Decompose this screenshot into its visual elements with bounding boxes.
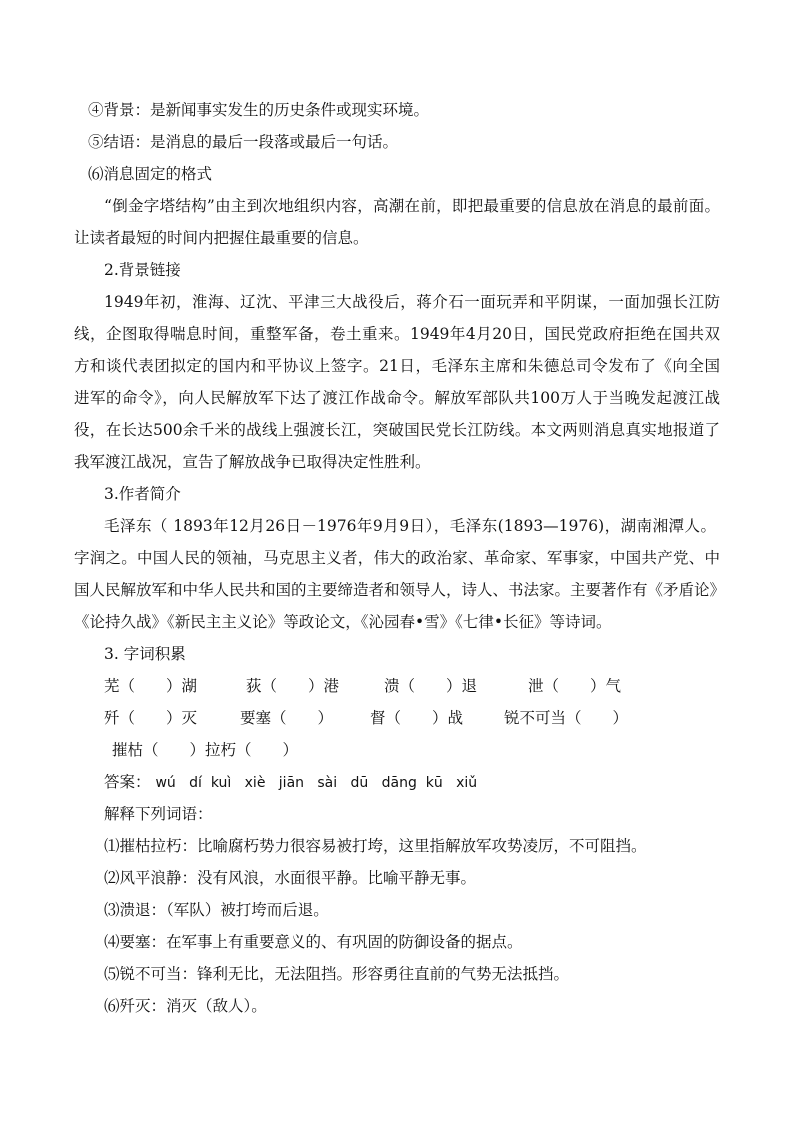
explanation-item: ⑹歼灭：消灭（敌人）。 [104, 997, 267, 1015]
vocab-item: 芜（ ）湖 [104, 677, 198, 695]
explanation-item: ⑴摧枯拉朽：比喻腐朽势力很容易被打垮，这里指解放军攻势凌厉，不可阻挡。 [104, 837, 647, 855]
fixed-format-heading: ⑹消息固定的格式 [88, 165, 213, 183]
vocab-item: 摧枯（ ）拉朽（ ） [112, 741, 299, 759]
background-paragraph-line-6: 我军渡江战况，宣告了解放战争已取得决定性胜利。 [74, 453, 431, 471]
explanation-item: ⑷要塞：在军事上有重要意义的、有巩固的防御设备的据点。 [104, 933, 523, 951]
explanation-item: ⑶溃退：（军队）被打垮而后退。 [104, 901, 329, 919]
background-paragraph-line-1: 1949年初，淮海、辽沈、平津三大战役后，蒋介石一面玩弄和平阴谋，一面加强长江防 [104, 293, 720, 311]
explanation-item: ⑸锐不可当：锋利无比，无法阻挡。形容勇往直前的气势无法抵挡。 [104, 965, 570, 983]
vocab-item: 要塞（ ） [240, 709, 334, 727]
vocab-item: 锐不可当（ ） [504, 709, 629, 727]
answer-label: 答案： [104, 773, 151, 791]
background-paragraph-line-4: 进军的命令》，向人民解放军下达了渡江作战命令。解放军部队共100万人于当晚发起渡江战 [74, 389, 720, 407]
vocab-item: 歼（ ）灭 [104, 709, 198, 727]
section-background-heading: 2.背景链接 [104, 261, 181, 279]
structure-background-line: ④背景：是新闻事实发生的历史条件或现实环境。 [88, 101, 430, 119]
background-paragraph-line-3: 方和谈代表团拟定的国内和平协议上签字。21日，毛泽东主席和朱德总司令发布了《向全国 [74, 357, 720, 375]
vocab-item: 荻（ ）港 [246, 677, 340, 695]
answer-line [104, 772, 477, 793]
author-paragraph-line-2: 字润之。中国人民的领袖，马克思主义者，伟大的政治家、革命家、军事家，中国共产党、中 [74, 549, 720, 567]
explanation-item: ⑵风平浪静：没有风浪，水面很平静。比喻平静无事。 [104, 869, 477, 887]
inverted-pyramid-line-1: “倒金字塔结构”由主到次地组织内容，高潮在前，即把最重要的信息放在消息的最前面。 [104, 197, 720, 215]
explain-heading: 解释下列词语： [104, 805, 213, 823]
author-paragraph-line-4: 《论持久战》《新民主主义论》等政论文，《沁园春•雪》《七律•长征》等诗词。 [74, 613, 612, 631]
vocab-item: 溃（ ）退 [384, 677, 478, 695]
section-author-heading: 3.作者简介 [104, 485, 181, 503]
inverted-pyramid-line-2: 让读者最短的时间内把握住最重要的信息。 [74, 229, 369, 247]
vocab-item: 泄（ ）气 [528, 677, 622, 695]
background-paragraph-line-5: 役，在长达500余千米的战线上强渡长江，突破国民党长江防线。本文两则消息真实地报道了 [74, 421, 720, 439]
author-paragraph-line-1: 毛泽东（ 1893年12月26日－1976年9月9日），毛泽东(1893—1976)，湖南湘潭人。 [104, 517, 716, 535]
background-paragraph-line-2: 线，企图取得喘息时间，重整军备，卷土重来。1949年4月20日，国民党政府拒绝在国共双 [74, 325, 720, 343]
vocab-item: 督（ ）战 [370, 709, 464, 727]
answer-pinyin: wú dí kuì xiè jiān sài dū dāng kū xiǔ [155, 775, 478, 791]
section-vocab-heading: 3. 字词积累 [104, 645, 186, 663]
structure-ending-line: ⑤结语：是消息的最后一段落或最后一句话。 [88, 133, 399, 151]
author-paragraph-line-3: 国人民解放军和中华人民共和国的主要缔造者和领导人，诗人、书法家。主要著作有《矛盾论》 [74, 581, 726, 599]
